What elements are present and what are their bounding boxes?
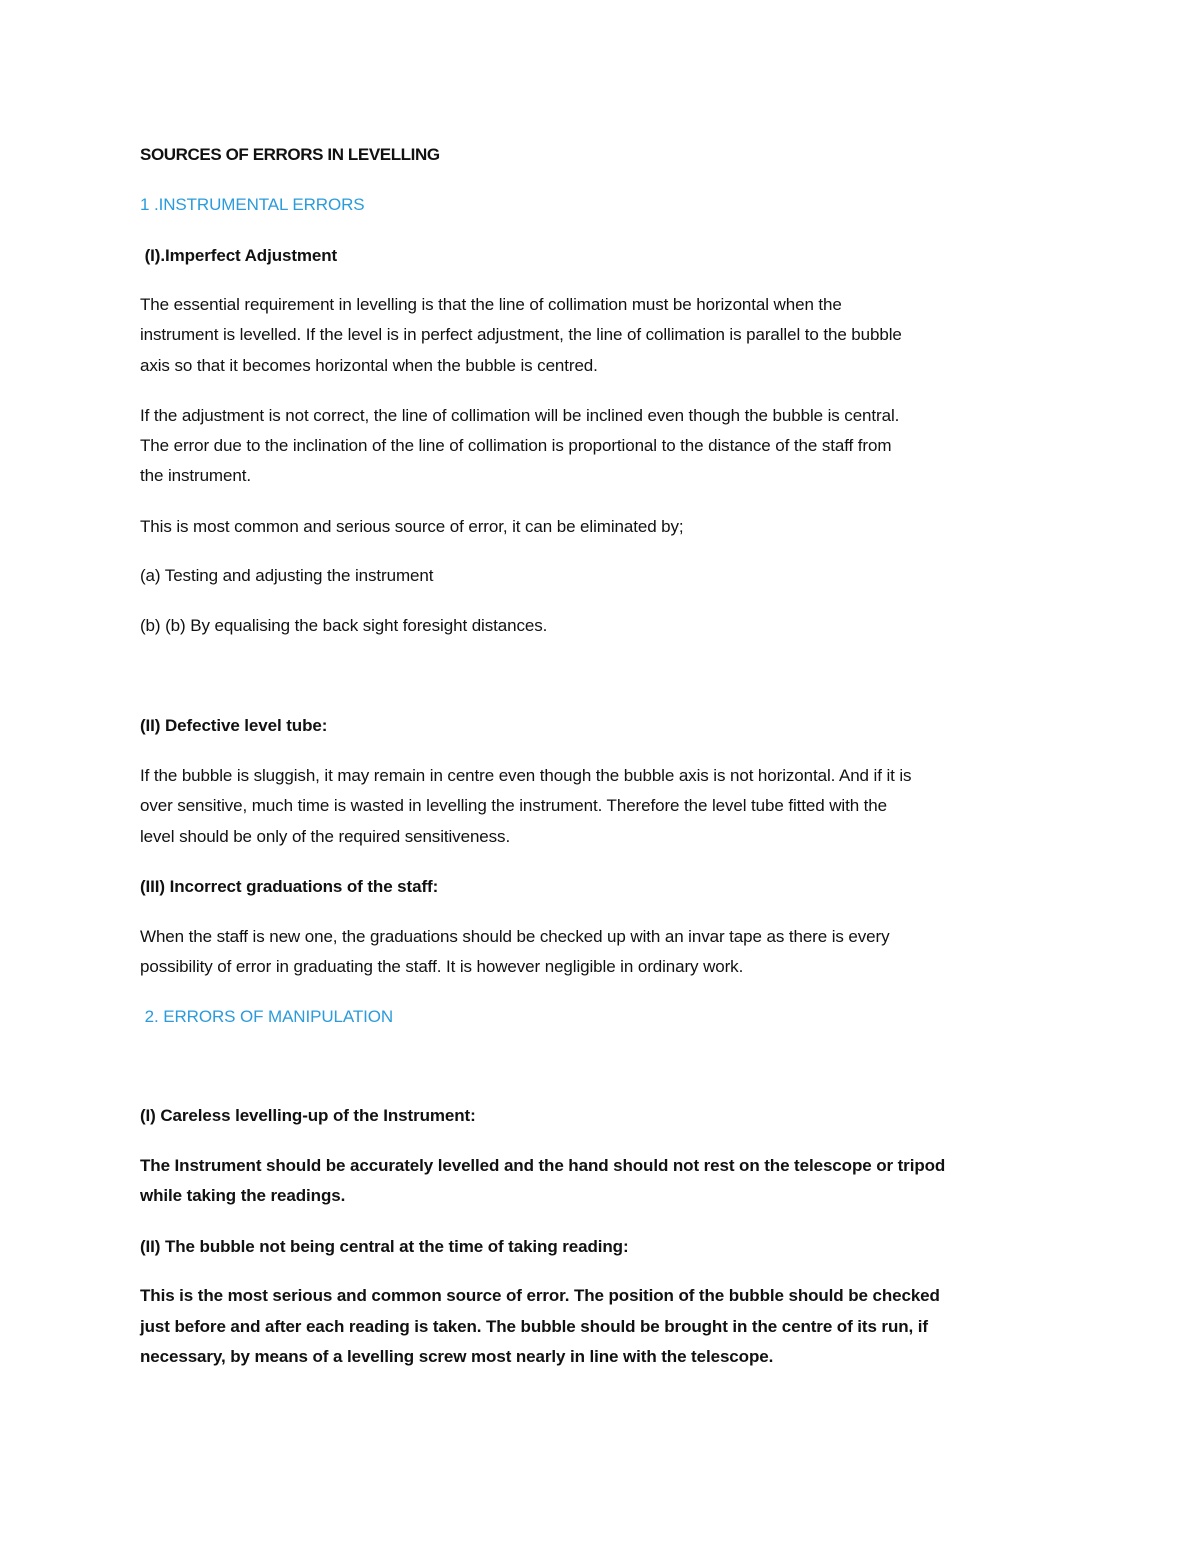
- subheading-imperfect-adjustment: (I).Imperfect Adjustment: [140, 246, 338, 265]
- paragraph-line: If the bubble is sluggish, it may remain in centre even though the bubble axis is not horizontal. And if it is: [140, 766, 912, 785]
- paragraph-line: This is most common and serious source of error, it can be eliminated by;: [140, 517, 684, 536]
- subheading-defective-level-tube: (II) Defective level tube:: [140, 716, 328, 735]
- paragraph-line: The essential requirement in levelling is that the line of collimation must be horizontal when the: [140, 295, 842, 314]
- paragraph-line: possibility of error in graduating the staff. It is however negligible in ordinary work.: [140, 957, 744, 976]
- paragraph-line: necessary, by means of a levelling screw most nearly in line with the telescope.: [140, 1347, 774, 1366]
- section-heading-errors-of-manipulation: 2. ERRORS OF MANIPULATION: [140, 1007, 394, 1026]
- paragraph-line: The error due to the inclination of the line of collimation is proportional to the distance of the staff from: [140, 436, 892, 455]
- section-heading-instrumental-errors: 1 .INSTRUMENTAL ERRORS: [140, 195, 365, 214]
- subheading-bubble-not-central: (II) The bubble not being central at the time of taking reading:: [140, 1237, 629, 1256]
- subheading-incorrect-graduations: (III) Incorrect graduations of the staff:: [140, 877, 439, 896]
- paragraph-line: just before and after each reading is taken. The bubble should be brought in the centre of its run, if: [140, 1317, 928, 1336]
- paragraph-line: the instrument.: [140, 466, 251, 485]
- list-item-a: (a) Testing and adjusting the instrument: [140, 566, 434, 585]
- paragraph-line: axis so that it becomes horizontal when the bubble is centred.: [140, 356, 598, 375]
- paragraph-line: over sensitive, much time is wasted in levelling the instrument. Therefore the level tube fitted with the: [140, 796, 888, 815]
- paragraph-line: When the staff is new one, the graduations should be checked up with an invar tape as there is every: [140, 927, 890, 946]
- paragraph-line: instrument is levelled. If the level is in perfect adjustment, the line of collimation is parallel to the bubble: [140, 325, 902, 344]
- list-item-b: (b) (b) By equalising the back sight foresight distances.: [140, 616, 548, 635]
- paragraph-line: If the adjustment is not correct, the line of collimation will be inclined even though the bubble is central.: [140, 406, 900, 425]
- paragraph-line: while taking the readings.: [140, 1186, 346, 1205]
- subheading-careless-levelling: (I) Careless levelling-up of the Instrument:: [140, 1106, 476, 1125]
- paragraph-line: The Instrument should be accurately levelled and the hand should not rest on the telescope or tripod: [140, 1156, 946, 1175]
- paragraph-line: level should be only of the required sensitiveness.: [140, 827, 511, 846]
- document-title: SOURCES OF ERRORS IN LEVELLING: [140, 145, 440, 164]
- paragraph-line: This is the most serious and common source of error. The position of the bubble should be checked: [140, 1286, 940, 1305]
